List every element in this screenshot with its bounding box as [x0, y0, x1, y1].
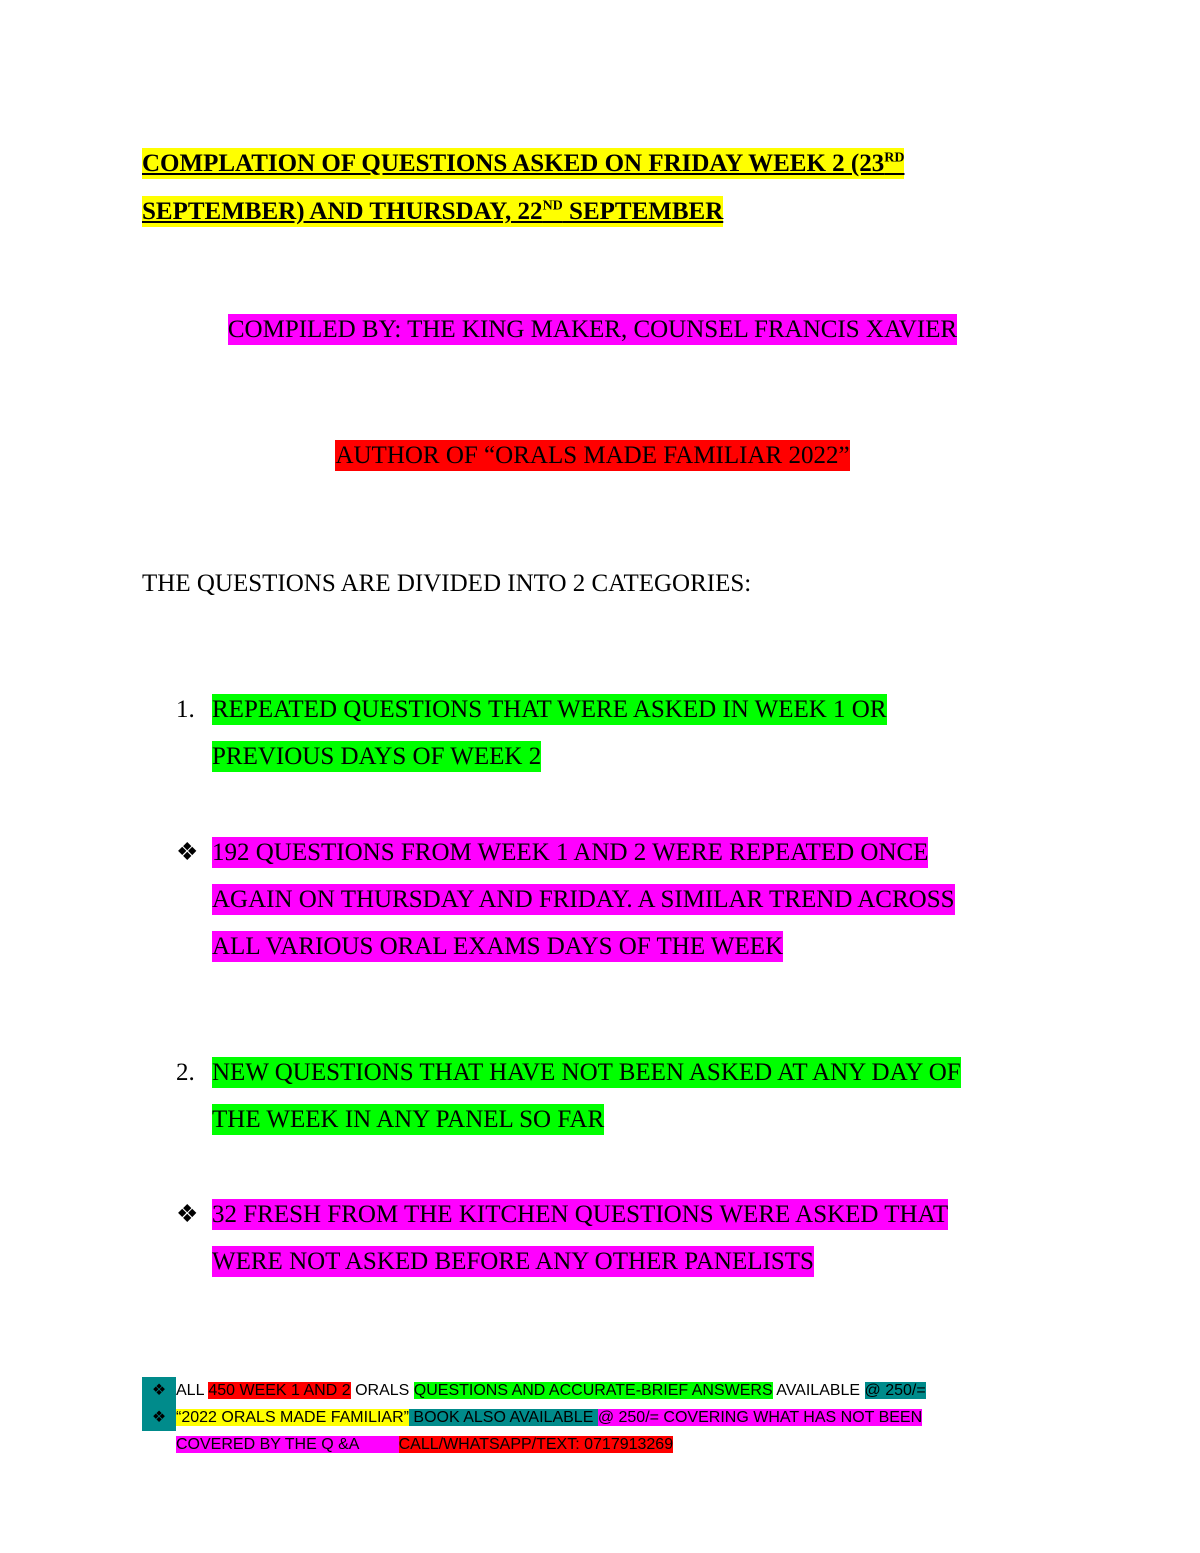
document-title — [142, 140, 1042, 236]
diamond-bullet-icon: ❖ — [176, 1201, 199, 1228]
list-item: ❖ 32 FRESH FROM THE KITCHEN QUESTIONS WERE ASKED THAT WERE NOT ASKED BEFORE ANY OTHER PANELISTS — [176, 1191, 1076, 1285]
intro-text: THE QUESTIONS ARE DIVIDED INTO 2 CATEGORIES: — [142, 570, 752, 597]
author-line: AUTHOR OF “ORALS MADE FAMILIAR 2022” — [335, 442, 850, 469]
title-line-1: COMPLATION OF QUESTIONS ASKED ON FRIDAY WEEK 2 (23RD — [142, 150, 905, 177]
list-item: 2. NEW QUESTIONS THAT HAVE NOT BEEN ASKED AT ANY DAY OF THE WEEK IN ANY PANEL SO FAR — [176, 1049, 1076, 1143]
diamond-bullet-icon: ❖ — [176, 839, 199, 866]
compiled-by-line: COMPILED BY: THE KING MAKER, COUNSEL FRANCIS XAVIER — [227, 316, 958, 343]
diamond-bullet-icon: ❖ — [142, 1404, 176, 1431]
list-number: 2. — [176, 1059, 195, 1086]
list-number: 1. — [176, 696, 195, 723]
promo-footer: ❖ ALL 450 WEEK 1 AND 2 ORALS QUESTIONS AND ACCURATE-BRIEF ANSWERS AVAILABLE @ 250/= ❖ “2022 ORALS MADE FAMILIAR” BOOK ALSO AVAILABLE @ 250/= COVERING WHAT HAS NOT BEEN COVERED BY THE Q &A CALL/WHATSAPP/TEXT: 0717913269 — [142, 1377, 1092, 1458]
diamond-bullet-icon: ❖ — [142, 1377, 176, 1404]
list-item: ❖ 192 QUESTIONS FROM WEEK 1 AND 2 WERE REPEATED ONCE AGAIN ON THURSDAY AND FRIDAY. A SIMILAR TREND ACROSS ALL VARIOUS ORAL EXAMS DAYS OF THE WEEK — [176, 829, 1076, 970]
list-item: 1. REPEATED QUESTIONS THAT WERE ASKED IN WEEK 1 OR PREVIOUS DAYS OF WEEK 2 — [176, 686, 1076, 780]
title-line-2: SEPTEMBER) AND THURSDAY, 22ND SEPTEMBER — [142, 198, 724, 225]
